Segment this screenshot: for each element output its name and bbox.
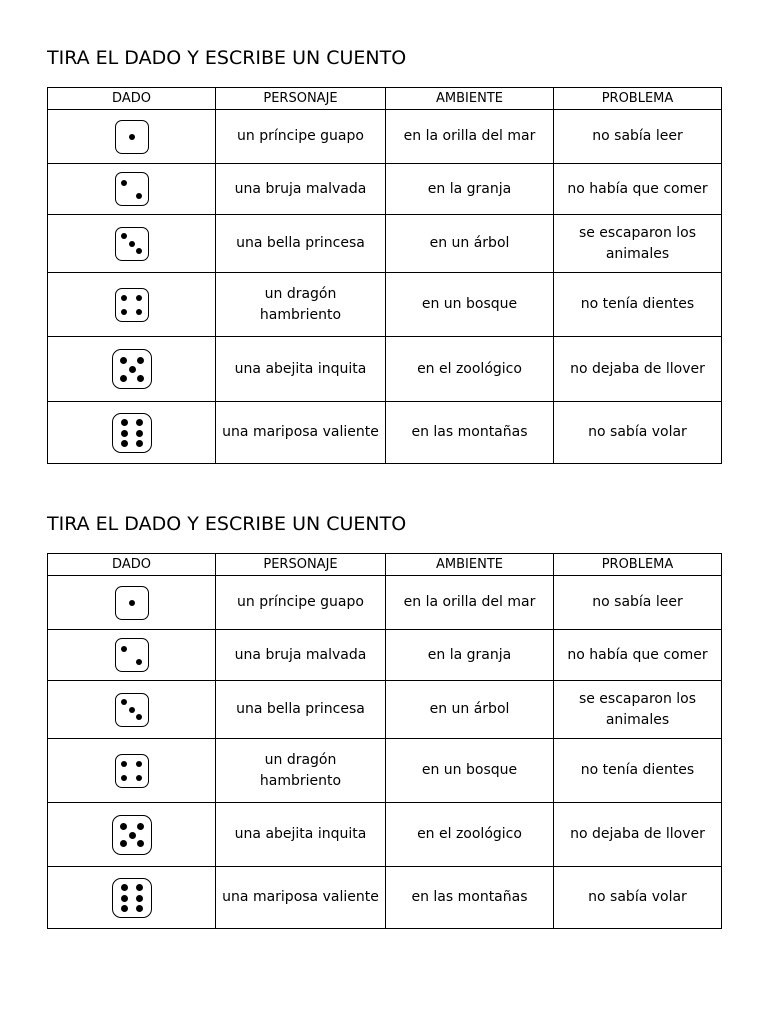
personaje-cell: una bella princesa [216, 681, 386, 739]
table-row [48, 337, 722, 402]
table-row [48, 164, 722, 215]
die-one-icon [115, 586, 149, 620]
table-row [48, 867, 722, 929]
die-pip [120, 840, 127, 847]
worksheet-title: TIRA EL DADO Y ESCRIBE UN CUENTO [47, 47, 407, 69]
ambiente-cell: en las montañas [386, 867, 554, 929]
die-five-icon [112, 349, 152, 389]
die-pip [121, 295, 127, 301]
table-row [48, 273, 722, 337]
die-pip [136, 419, 143, 426]
story-table [47, 553, 722, 929]
die-six-icon [112, 413, 152, 453]
problema-cell: no sabía volar [554, 867, 722, 929]
dice-cell [48, 215, 216, 273]
die-pip [120, 375, 127, 382]
ambiente-cell: en un bosque [386, 273, 554, 337]
story-section-2 [47, 512, 721, 929]
die-pip [129, 241, 135, 247]
die-pip [136, 430, 143, 437]
ambiente-cell: en la orilla del mar [386, 576, 554, 630]
die-pip [121, 180, 127, 186]
table-row [48, 576, 722, 630]
die-two-icon [115, 638, 149, 672]
die-pip [136, 895, 143, 902]
die-pip [121, 884, 128, 891]
dice-cell [48, 630, 216, 681]
die-pip [121, 233, 127, 239]
table-row [48, 739, 722, 803]
problema-cell: no tenía dientes [554, 273, 722, 337]
personaje-cell: una bella princesa [216, 215, 386, 273]
die-pip [136, 905, 143, 912]
problema-cell: no sabía leer [554, 110, 722, 164]
personaje-cell: un príncipe guapo [216, 576, 386, 630]
header-problema: PROBLEMA [554, 554, 722, 576]
die-three-icon [115, 227, 149, 261]
ambiente-cell: en la granja [386, 164, 554, 215]
die-pip [136, 659, 142, 665]
die-pip [121, 895, 128, 902]
die-five-icon [112, 815, 152, 855]
personaje-cell: un dragón hambriento [216, 739, 386, 803]
personaje-cell: una mariposa valiente [216, 402, 386, 464]
die-pip [136, 884, 143, 891]
die-pip [136, 295, 142, 301]
personaje-cell: una bruja malvada [216, 164, 386, 215]
story-section-1 [47, 46, 721, 464]
die-pip [136, 714, 142, 720]
die-pip [129, 832, 136, 839]
die-pip [121, 699, 127, 705]
dice-cell [48, 110, 216, 164]
dice-cell [48, 576, 216, 630]
problema-cell: no sabía volar [554, 402, 722, 464]
die-pip [129, 707, 135, 713]
personaje-cell: una abejita inquita [216, 803, 386, 867]
table-row [48, 402, 722, 464]
die-pip [137, 375, 144, 382]
personaje-cell: una mariposa valiente [216, 867, 386, 929]
table-header-row [48, 554, 722, 576]
problema-cell: no había que comer [554, 164, 722, 215]
problema-cell: no dejaba de llover [554, 337, 722, 402]
die-pip [137, 823, 144, 830]
die-pip [136, 440, 143, 447]
die-four-icon [115, 288, 149, 322]
personaje-cell: una bruja malvada [216, 630, 386, 681]
dice-cell [48, 681, 216, 739]
dice-cell [48, 402, 216, 464]
die-pip [136, 193, 142, 199]
die-pip [136, 761, 142, 767]
problema-cell: no sabía leer [554, 576, 722, 630]
ambiente-cell: en la orilla del mar [386, 110, 554, 164]
ambiente-cell: en un árbol [386, 681, 554, 739]
die-pip [120, 357, 127, 364]
ambiente-cell: en las montañas [386, 402, 554, 464]
dice-cell [48, 273, 216, 337]
header-ambiente: AMBIENTE [386, 88, 554, 110]
header-dado: DADO [48, 88, 216, 110]
dice-cell [48, 739, 216, 803]
ambiente-cell: en un bosque [386, 739, 554, 803]
die-pip [137, 840, 144, 847]
dice-cell [48, 867, 216, 929]
die-four-icon [115, 754, 149, 788]
table-row [48, 681, 722, 739]
problema-cell: no dejaba de llover [554, 803, 722, 867]
die-pip [129, 134, 135, 140]
story-table [47, 87, 722, 464]
table-row [48, 215, 722, 273]
die-pip [121, 430, 128, 437]
die-one-icon [115, 120, 149, 154]
table-row [48, 630, 722, 681]
die-pip [121, 646, 127, 652]
dice-cell [48, 337, 216, 402]
die-pip [121, 440, 128, 447]
table-row [48, 110, 722, 164]
die-pip [129, 366, 136, 373]
problema-cell: se escaparon los animales [554, 681, 722, 739]
die-pip [121, 775, 127, 781]
die-three-icon [115, 693, 149, 727]
die-two-icon [115, 172, 149, 206]
header-personaje: PERSONAJE [216, 88, 386, 110]
die-pip [136, 309, 142, 315]
problema-cell: se escaparon los animales [554, 215, 722, 273]
ambiente-cell: en el zoológico [386, 337, 554, 402]
die-pip [121, 309, 127, 315]
header-dado: DADO [48, 554, 216, 576]
problema-cell: no tenía dientes [554, 739, 722, 803]
ambiente-cell: en el zoológico [386, 803, 554, 867]
die-pip [129, 600, 135, 606]
die-pip [137, 357, 144, 364]
ambiente-cell: en un árbol [386, 215, 554, 273]
worksheet-title: TIRA EL DADO Y ESCRIBE UN CUENTO [47, 513, 407, 535]
problema-cell: no había que comer [554, 630, 722, 681]
personaje-cell: un dragón hambriento [216, 273, 386, 337]
header-personaje: PERSONAJE [216, 554, 386, 576]
personaje-cell: una abejita inquita [216, 337, 386, 402]
die-pip [121, 905, 128, 912]
die-six-icon [112, 878, 152, 918]
table-header-row [48, 88, 722, 110]
dice-cell [48, 803, 216, 867]
table-row [48, 803, 722, 867]
ambiente-cell: en la granja [386, 630, 554, 681]
die-pip [121, 419, 128, 426]
header-ambiente: AMBIENTE [386, 554, 554, 576]
die-pip [120, 823, 127, 830]
personaje-cell: un príncipe guapo [216, 110, 386, 164]
header-problema: PROBLEMA [554, 88, 722, 110]
die-pip [121, 761, 127, 767]
die-pip [136, 775, 142, 781]
dice-cell [48, 164, 216, 215]
die-pip [136, 248, 142, 254]
